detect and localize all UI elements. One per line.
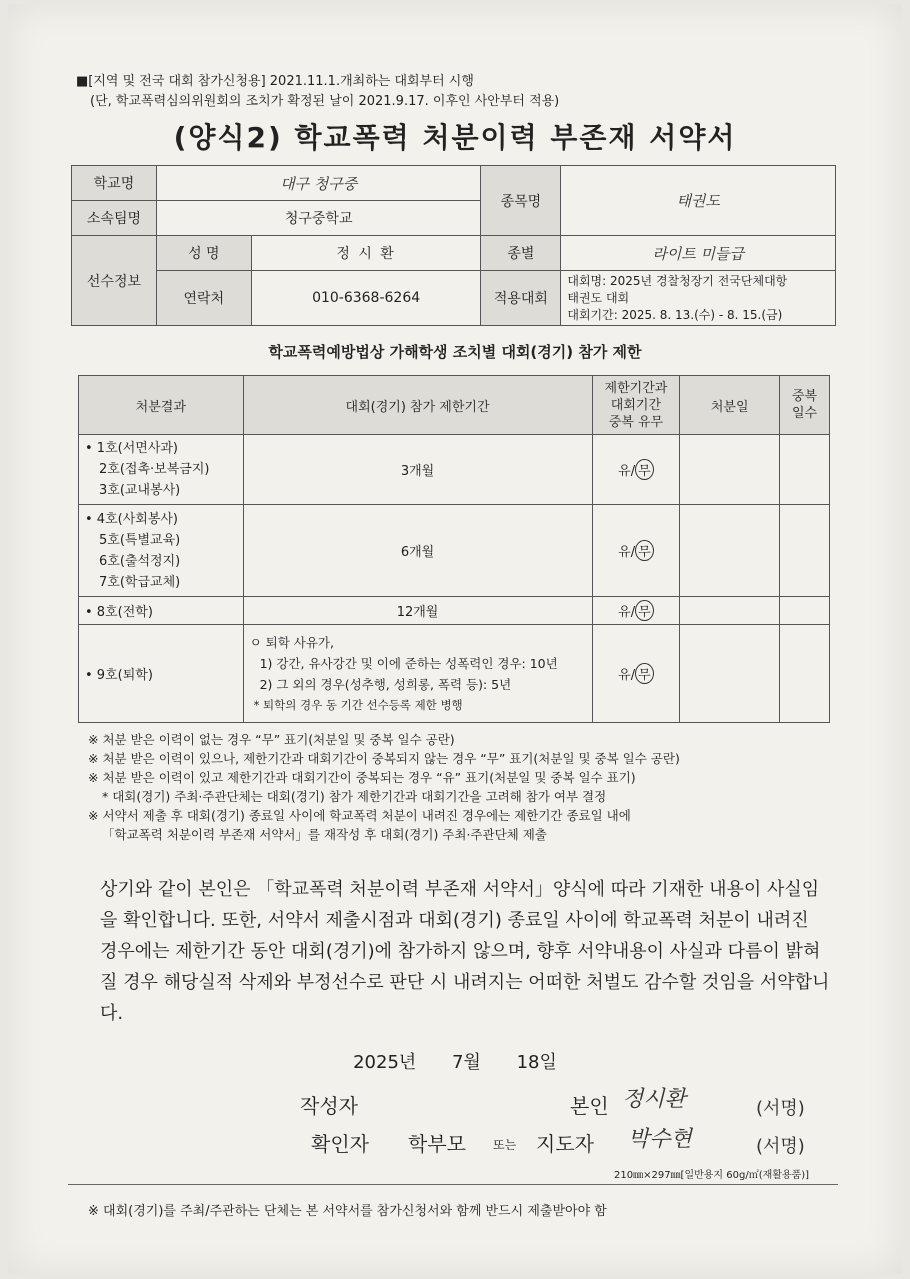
date-cell <box>680 435 780 505</box>
document-page <box>8 4 902 1274</box>
header-line-2: (단, 학교폭력심의위원회의 조치가 확정된 날이 2021.9.17. 이후인 사안부터 적용) <box>90 94 560 109</box>
competition-period: 대회기간: 2025. 8. 13.(수) - 8. 15.(금) <box>567 307 783 322</box>
restriction-table <box>78 375 830 723</box>
self-label: 본인 <box>570 1094 609 1118</box>
school-value: 대구 청구중 <box>156 166 481 201</box>
coach-signature: 박수현 <box>628 1127 692 1152</box>
overlap-value: 유/ 무 <box>592 625 680 723</box>
self-signature: 정시환 <box>622 1087 686 1112</box>
note-item: 「학교폭력 처분이력 부존재 서약서」를 재작성 후 대회(경기) 주최·주관단체 제출 <box>102 827 547 842</box>
name-label: 성 명 <box>156 236 251 271</box>
confirmer-label: 확인자 <box>311 1132 369 1156</box>
header-result: 처분결과 <box>79 376 244 435</box>
divider <box>68 1184 838 1185</box>
or-label: 또는 <box>493 1138 517 1152</box>
note-item: ※ 처분 받은 이력이 있으나, 제한기간과 대회기간이 중복되지 않는 경우 “무” 표기(처분일 및 중복 일수 공란) <box>88 751 680 766</box>
player-info-label: 선수정보 <box>72 236 157 326</box>
period-value: 12개월 <box>243 597 592 625</box>
pledge-date: 2025년 7월 18일 <box>353 1052 557 1073</box>
period-value: 6개월 <box>243 505 592 597</box>
restriction-subtitle: 학교폭력예방법상 가해학생 조치별 대회(경기) 참가 제한 <box>268 343 642 361</box>
result-list: • 8호(전학) <box>79 597 244 625</box>
school-label: 학교명 <box>72 166 157 201</box>
days-cell <box>780 435 830 505</box>
contact-value: 010-6368-6264 <box>251 271 481 326</box>
competition-info <box>561 271 836 326</box>
days-cell <box>780 505 830 597</box>
overlap-value: 유/ 무 <box>592 435 680 505</box>
table-row <box>79 597 830 625</box>
days-cell <box>780 625 830 723</box>
result-list: • 1호(서면사과) 2호(접촉·보복금지) 3호(교내봉사) <box>79 435 244 505</box>
table-row <box>79 505 830 597</box>
competition-name: 대회명: 2025년 경찰청장기 전국단체대항 <box>567 273 788 288</box>
circled-no: 무 <box>635 459 654 480</box>
header-line-1: ■[지역 및 전국 대회 참가신청용] 2021.11.1.개최하는 대회부터 시행 <box>76 74 474 89</box>
days-cell <box>780 597 830 625</box>
pledge-text: 상기와 같이 본인은 「학교폭력 처분이력 부존재 서약서」양식에 따라 기재한 내용이 사실임을 확인합니다. 또한, 서약서 제출시점과 대회(경기) 종료일 사이에 학교폭력 처분이 내려진 경우에는 제한기간 동안 대회(경기)에 참가하지 않으며, 향후 서약내용이 사실과 다름이 밝혀질 경우 해당실적 삭제와 부정선수로 판단 시 내려지는 어떠한 처벌도 감수할 것임을 서약합니다. <box>100 879 830 1024</box>
period-value: 3개월 <box>243 435 592 505</box>
result-list: • 4호(사회봉사) 5호(특별교육) 6호(출석정지) 7호(학급교체) <box>79 505 244 597</box>
table-row <box>79 435 830 505</box>
note-item: * 대회(경기) 주최·주관단체는 대회(경기) 참가 제한기간과 대회기간을 고려해 참가 여부 결정 <box>102 789 607 804</box>
table-header-row <box>79 376 830 435</box>
name-value: 정 시 환 <box>251 236 481 271</box>
date-cell <box>680 597 780 625</box>
date-cell <box>680 505 780 597</box>
event-value: 태권도 <box>561 166 836 236</box>
note-item: ※ 서약서 제출 후 대회(경기) 종료일 사이에 학교폭력 처분이 내려진 경우에는 제한기간 종료일 내에 <box>88 808 631 823</box>
document-title: (양식2) 학교폭력 처분이력 부존재 서약서 <box>173 121 737 154</box>
date-cell <box>680 625 780 723</box>
weight-class-label: 종별 <box>481 236 561 271</box>
circled-no: 무 <box>635 600 654 621</box>
parent-label: 학부모 <box>408 1132 466 1156</box>
coach-label: 지도자 <box>536 1132 594 1156</box>
note-item: ※ 처분 받은 이력이 없는 경우 “무” 표기(처분일 및 중복 일수 공란) <box>88 732 455 747</box>
competition-name-2: 태권도 대회 <box>567 290 630 305</box>
result-list: • 9호(퇴학) <box>79 625 244 723</box>
period-detail: ㅇ 퇴학 사유가, 1) 강간, 유사강간 및 이에 준하는 성폭력인 경우: 10년 2) 그 외의 경우(성추행, 성희롱, 폭력 등): 5년 * 퇴학의 경우 동 기간 선수등록 제한 병행 <box>243 625 592 723</box>
writer-label: 작성자 <box>300 1094 358 1118</box>
header-overlap: 제한기간과 대회기간 중복 유무 <box>592 376 680 435</box>
table-row <box>79 625 830 723</box>
circled-no: 무 <box>635 663 654 684</box>
coach-stamp: (서명) <box>756 1136 805 1157</box>
info-table <box>71 165 836 326</box>
weight-class-value: 라이트 미들급 <box>561 236 836 271</box>
self-stamp: (서명) <box>756 1098 805 1119</box>
note-item: ※ 처분 받은 이력이 있고 제한기간과 대회기간이 중복되는 경우 “유” 표기(처분일 및 중복 일수 표기) <box>88 770 636 785</box>
event-label: 종목명 <box>481 166 561 236</box>
header-period: 대회(경기) 참가 제한기간 <box>243 376 592 435</box>
header-days: 중복 일수 <box>780 376 830 435</box>
overlap-value: 유/ 무 <box>592 505 680 597</box>
overlap-value: 유/ 무 <box>592 597 680 625</box>
notes-list <box>88 730 680 844</box>
circled-no: 무 <box>635 540 654 561</box>
competition-label: 적용대회 <box>481 271 561 326</box>
team-label: 소속팀명 <box>72 201 157 236</box>
header-date: 처분일 <box>680 376 780 435</box>
paper-spec: 210㎜×297㎜[일반용지 60g/㎡(재활용품)] <box>614 1170 810 1181</box>
footer-note: ※ 대회(경기)를 주최/주관하는 단체는 본 서약서를 참가신청서와 함께 반드시 제출받아야 함 <box>88 1204 607 1219</box>
contact-label: 연락처 <box>156 271 251 326</box>
team-value: 청구중학교 <box>156 201 481 236</box>
